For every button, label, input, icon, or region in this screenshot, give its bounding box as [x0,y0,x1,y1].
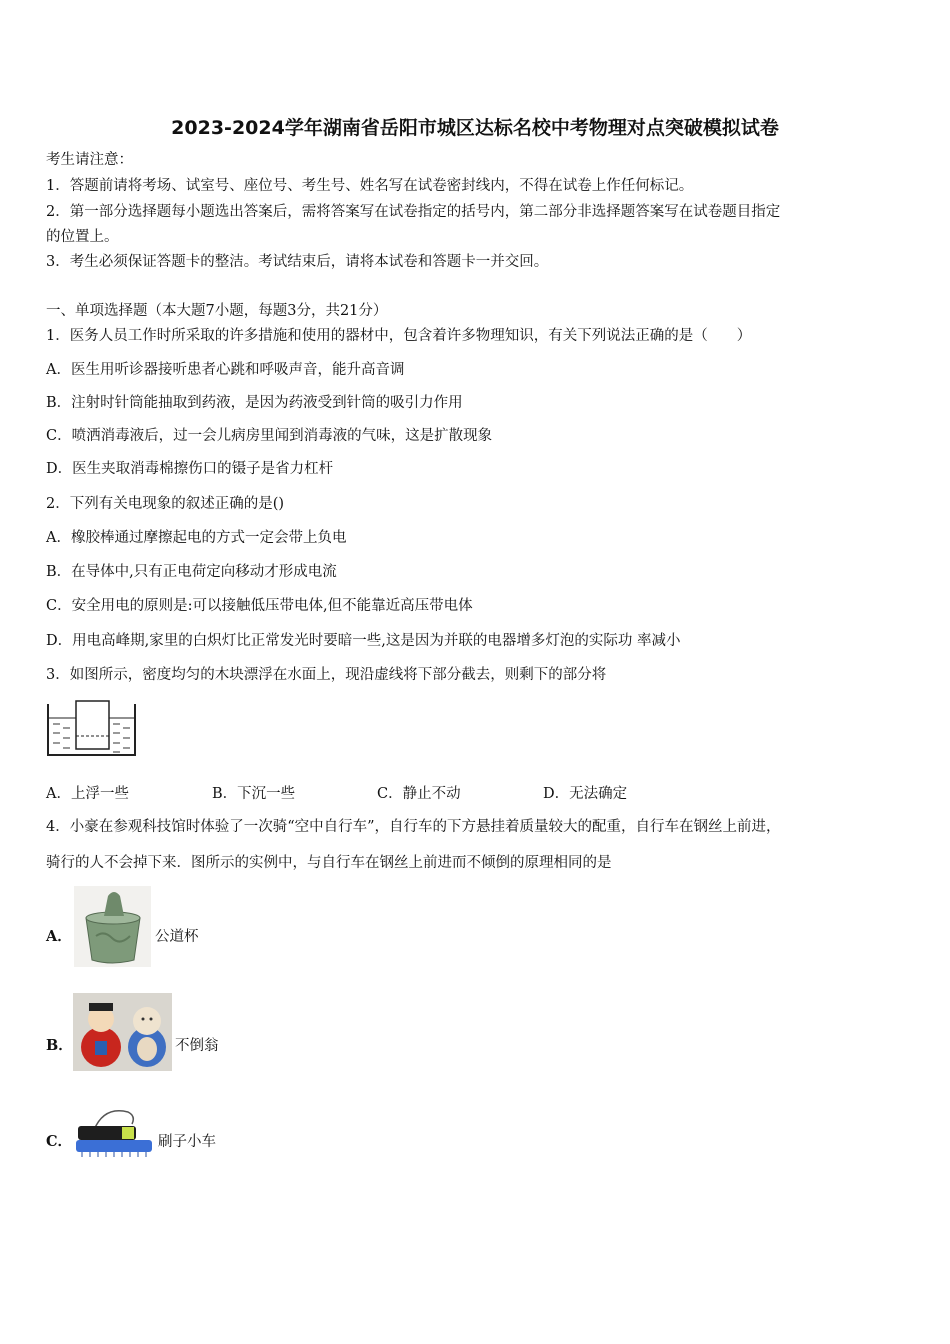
floating-block-figure [46,700,138,758]
notice-item-2-cont: 的位置上。 [46,229,119,245]
q2-option-a: A．橡胶棒通过摩擦起电的方式一定会带上负电 [46,530,347,546]
q2-stem: 2．下列有关电现象的叙述正确的是() [46,496,285,512]
q1-stem: 1．医务人员工作时所采取的许多措施和使用的器材中，包含着许多物理知识，有关下列说法正确的是（ ） [46,328,752,344]
q2-option-d: D．用电高峰期,家里的白炽灯比正常发光时要暗一些,这是因为并联的电器增多灯泡的实际功 率减小 [46,633,681,649]
q1-option-b: B．注射时针筒能抽取到药液，是因为药液受到针筒的吸引力作用 [46,395,463,411]
q4-choice-c-letter: C． [46,1133,73,1150]
q3-option-c: C．静止不动 [377,786,461,802]
tumbler-doll-photo [73,993,172,1071]
q4-choice-c-text: 刷子小车 [158,1134,216,1150]
q4-stem-line2: 骑行的人不会掉下来．图所示的实例中，与自行车在钢丝上前进而不倾倒的原理相同的是 [46,855,612,871]
q3-option-d: D．无法确定 [543,786,628,802]
q4-choice-b-text: 不倒翁 [175,1038,219,1054]
q4-choice-b-letter: B． [46,1037,73,1054]
q3-stem: 3．如图所示，密度均匀的木块漂浮在水面上，现沿虚线将下部分截去，则剩下的部分将 [46,667,607,683]
q3-option-b: B．下沉一些 [212,786,296,802]
notice-item-3: 3．考生必须保证答题卡的整洁。考试结束后，请将本试卷和答题卡一并交回。 [46,254,549,270]
q1-option-d: D．医生夹取消毒棉擦伤口的镊子是省力杠杆 [46,461,334,477]
gongdao-cup-photo [74,886,151,967]
q4-choice-a-text: 公道杯 [155,929,199,945]
exam-title: 2023-2024学年湖南省岳阳市城区达标名校中考物理对点突破模拟试卷 [171,117,779,139]
notice-item-2: 2．第一部分选择题每小题选出答案后，需将答案写在试卷指定的括号内，第二部分非选择题答案写在试卷题目指定 [46,204,781,220]
q2-option-b: B．在导体中,只有正电荷定向移动才形成电流 [46,564,337,580]
notice-item-1: 1．答题前请将考场、试室号、座位号、考生号、姓名写在试卷密封线内，不得在试卷上作任何标记。 [46,178,694,194]
q3-option-a: A．上浮一些 [46,786,129,802]
q2-option-c: C．安全用电的原则是:可以接触低压带电体,但不能靠近高压带电体 [46,598,473,614]
notice-heading: 考生请注意： [46,152,133,168]
section-heading: 一、单项选择题（本大题7小题，每题3分，共21分） [46,303,388,319]
q4-choice-a-letter: A． [46,928,72,945]
brush-car-photo [74,1102,156,1159]
q1-option-a: A．医生用听诊器接听患者心跳和呼吸声音，能升高音调 [46,362,405,378]
q1-option-c: C．喷洒消毒液后，过一会儿病房里闻到消毒液的气味，这是扩散现象 [46,428,493,444]
q4-stem-line1: 4．小豪在参观科技馆时体验了一次骑“空中自行车”，自行车的下方悬挂着质量较大的配重，自行车在钢丝上前进， [46,819,781,835]
